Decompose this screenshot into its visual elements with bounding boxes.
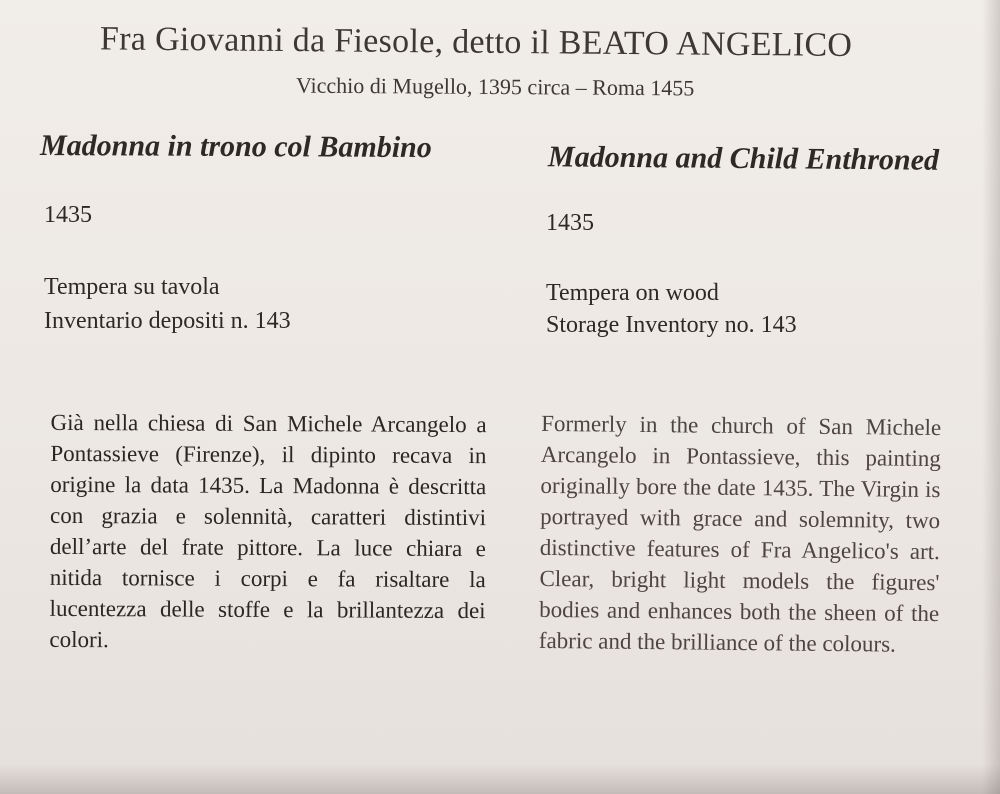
medium-italian: Tempera su tavola [44,274,220,300]
card-edge-shadow-right [982,0,1000,794]
year-italian: 1435 [44,202,92,228]
inventory-italian: Inventario depositi n. 143 [44,308,291,334]
description-italian: Già nella chiesa di San Michele Arcangelo a Pontassieve (Firenze), il dipinto recava in origine la data 1435. La Madonna è descritta con grazia e solennità, caratteri distintivi dell’arte del frate pittore. La luce chiara e nitida tornisce i corpi e fa risaltare la lucentezza delle stoffe e la brillantezza dei colori. [49,409,487,653]
inventory-english: Storage Inventory no. 143 [546,312,797,338]
title-italian: Madonna in trono col Bambino [39,128,432,165]
artist-dates: Vicchio di Mugello, 1395 circa – Roma 1455 [295,72,695,101]
year-english: 1435 [546,210,594,236]
title-english: Madonna and Child Enthroned [547,140,940,177]
description-english: Formerly in the church of San Michele Arcangelo in Pontassieve, this painting originally bore the date 1435. The Virgin is portrayed with grace and solemnity, two distinctive features of Fra Angelico's art. Clear, bright light models the figures' bodies and enhances both the sheen of the fabric and the brilliance of the colours. [538,410,942,657]
artist-name: Fra Giovanni da Fiesole, detto il BEATO ANGELICO [99,20,853,64]
card-edge-shadow-bottom [0,764,1000,794]
medium-english: Tempera on wood [546,280,719,306]
